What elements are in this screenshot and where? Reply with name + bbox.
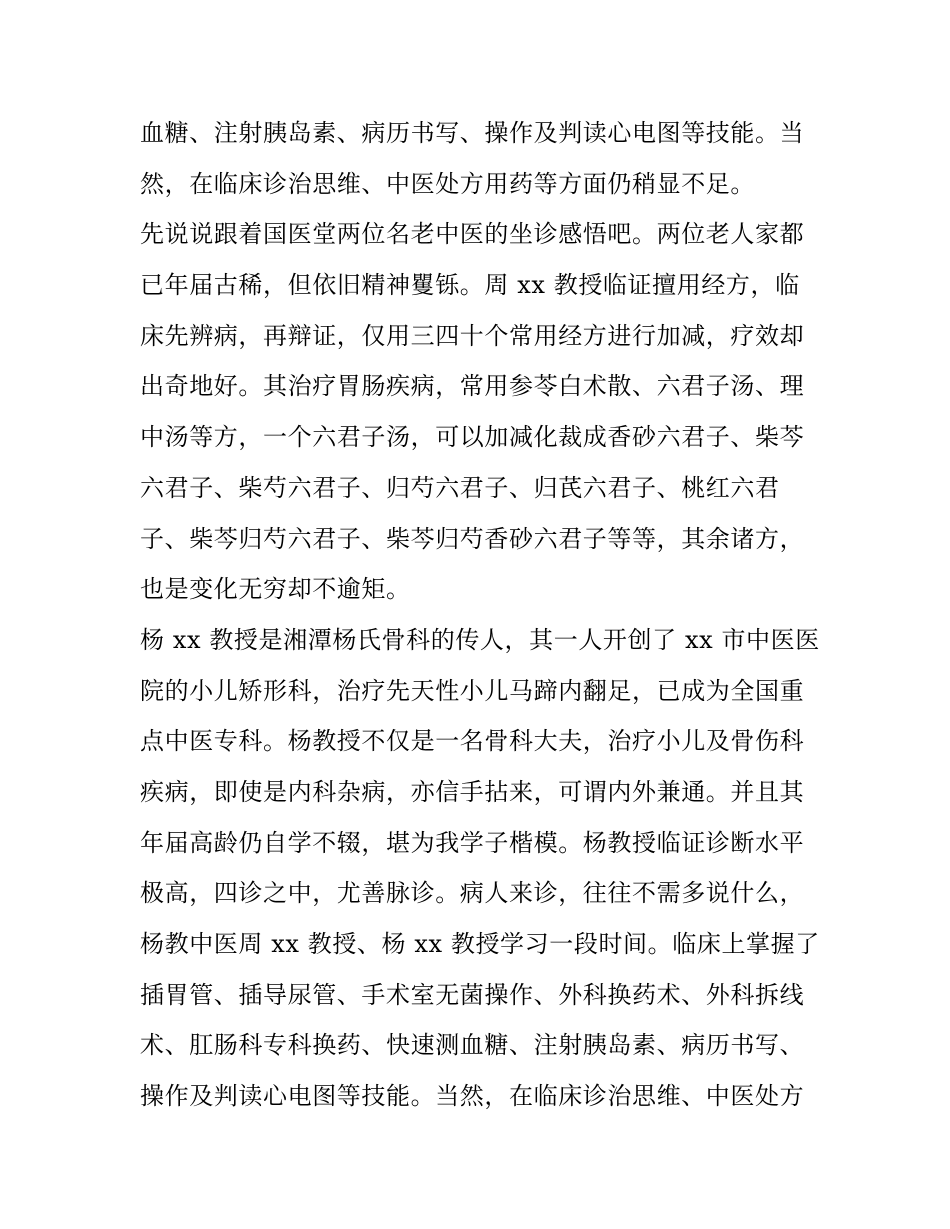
text-line-7: 中汤等方，一个六君子汤，可以加减化裁成香砂六君子、柴芩: [140, 423, 805, 452]
text-line-12: 院的小儿矫形科，治疗先天性小儿马蹄内翻足，已成为全国重: [140, 676, 805, 705]
text-line-1: 血糖、注射胰岛素、病历书写、操作及判读心电图等技能。当: [140, 119, 805, 147]
text-line-15: 年届高龄仍自学不辍，堪为我学子楷模。杨教授临证诊断水平: [140, 828, 805, 857]
text-line-9: 子、柴芩归芍六君子、柴芩归芍香砂六君子等等，其余诸方，: [140, 524, 805, 553]
text-line-17: 杨教中医周 xx 教授、杨 xx 教授学习一段时间。临床上掌握了: [140, 930, 820, 958]
text-line-11: 杨 xx 教授是湘潭杨氏骨科的传人，其一人开创了 xx 市中医医: [140, 625, 820, 654]
text-line-3: 先说说跟着国医堂两位名老中医的坐诊感悟吧。两位老人家都: [140, 220, 805, 249]
text-line-14: 疾病，即使是内科杂病，亦信手拈来，可谓内外兼通。并且其: [140, 777, 805, 806]
text-line-6: 出奇地好。其治疗胃肠疾病，常用参苓白术散、六君子汤、理: [140, 372, 805, 401]
text-line-10: 也是变化无穷却不逾矩。: [140, 575, 411, 604]
text-line-13: 点中医专科。杨教授不仅是一名骨科大夫，治疗小儿及骨伤科: [140, 727, 805, 756]
text-line-2: 然，在临床诊治思维、中医处方用药等方面仍稍显不足。: [140, 169, 755, 198]
text-line-16: 极高，四诊之中，尤善脉诊。病人来诊，往往不需多说什么，: [140, 879, 805, 908]
text-line-18: 插胃管、插导尿管、手术室无菌操作、外科换药术、外科拆线: [140, 980, 805, 1009]
text-line-4: 已年届古稀，但依旧精神矍铄。周 xx 教授临证擅用经方，临: [140, 271, 800, 300]
text-line-20: 操作及判读心电图等技能。当然，在临床诊治思维、中医处方: [140, 1082, 805, 1111]
text-line-8: 六君子、柴芍六君子、归芍六君子、归芪六君子、桃红六君: [140, 473, 780, 502]
text-line-19: 术、肛肠科专科换药、快速测血糖、注射胰岛素、病历书写、: [140, 1031, 805, 1060]
document-body: [140, 108, 820, 1122]
text-line-5: 床先辨病，再辩证，仅用三四十个常用经方进行加减，疗效却: [140, 321, 805, 350]
